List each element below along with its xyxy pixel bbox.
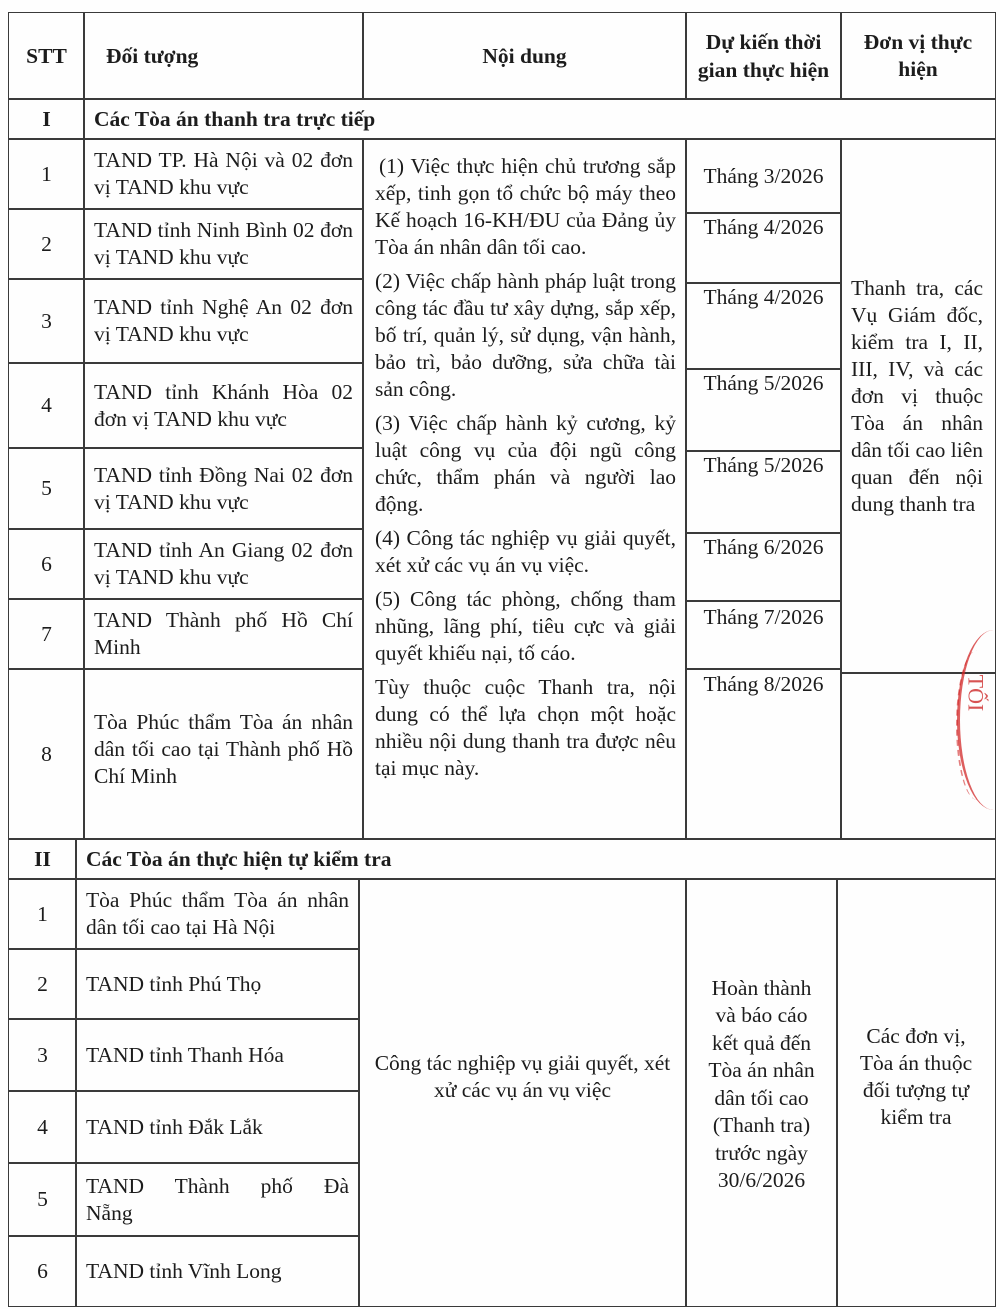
s1-row-4-stt (8, 362, 85, 449)
section-1-roman (8, 98, 85, 140)
stt-value: 1 (41, 161, 52, 186)
stt-value: 2 (41, 231, 52, 256)
section-2-title-label: Các Tòa án thực hiện tự kiểm tra (86, 846, 392, 871)
stt-value: 6 (41, 551, 52, 576)
doi-tuong-value: TAND tỉnh Đồng Nai 02 đơn vị TAND khu vực (94, 462, 353, 514)
noi-dung-item-1: (1) Việc thực hiện chủ trương sắp xếp, tinh gọn tổ chức bộ máy theo Kế hoạch 16-KH/ĐU của Đảng ủy Tòa án nhân dân tối cao. (375, 154, 676, 259)
s1-row-3-doi-tuong (83, 278, 364, 364)
noi-dung-item-2: (2) Việc chấp hành pháp luật trong công tác đầu tư xây dựng, sắp xếp, bố trí, quản lý, sử dụng, vận hành, bảo trì, bảo dưỡng, sửa chữa tài sản công. (375, 269, 676, 401)
s1-row-5-doi-tuong (83, 447, 364, 530)
s2-row-2-doi-tuong (75, 948, 360, 1020)
section-1-title-label: Các Tòa án thanh tra trực tiếp (94, 106, 376, 131)
stt-value: 3 (41, 308, 52, 333)
s1-time-8 (685, 668, 842, 840)
stt-value: 5 (37, 1187, 48, 1211)
s2-row-1-doi-tuong (75, 878, 360, 950)
s1-row-8-stt (8, 668, 85, 840)
doi-tuong-value: Tòa Phúc thẩm Tòa án nhân dân tối cao tại Hà Nội (86, 888, 349, 939)
stt-value: 5 (41, 476, 52, 500)
s1-row-6-doi-tuong (83, 528, 364, 600)
thoi-gian-value: Tháng 4/2026 (703, 215, 824, 239)
section-1-title (83, 98, 996, 140)
s1-noi-dung (362, 138, 687, 840)
section-2-roman (8, 838, 77, 880)
s2-row-6-doi-tuong (75, 1235, 360, 1307)
s1-time-2 (685, 212, 842, 284)
noi-dung-value: Công tác nghiệp vụ giải quyết, xét xử các vụ án vụ việc (374, 1050, 671, 1102)
header-thoi-gian-label: Dự kiến thời gian thực hiện (697, 30, 830, 82)
doi-tuong-value: TAND tỉnh Thanh Hóa (86, 1042, 284, 1067)
noi-dung-item-3: (3) Việc chấp hành kỷ cương, kỷ luật công vụ của đội ngũ công chức, thẩm phán và người lao động. (375, 411, 676, 516)
doi-tuong-value: TAND tỉnh An Giang 02 đơn vị TAND khu vực (94, 538, 353, 589)
doi-tuong-value: TAND tỉnh Phú Thọ (86, 971, 262, 996)
s2-row-5-doi-tuong (75, 1162, 360, 1237)
stt-value: 1 (37, 901, 48, 926)
header-stt (8, 12, 85, 100)
doi-tuong-value: TAND TP. Hà Nội và 02 đơn vị TAND khu vực (94, 148, 353, 199)
thoi-gian-value: Tháng 8/2026 (703, 672, 824, 696)
red-seal-inner-ring (956, 650, 998, 800)
s1-row-6-stt (8, 528, 85, 600)
header-doi-tuong (83, 12, 364, 100)
s1-time-5 (685, 450, 842, 534)
section-1-roman-label: I (42, 106, 51, 131)
header-stt-label: STT (26, 43, 67, 68)
s1-time-1 (685, 138, 842, 214)
red-seal-text: TỐI (963, 674, 989, 712)
s2-row-3-stt (8, 1018, 77, 1092)
thoi-gian-value: Tháng 5/2026 (703, 453, 824, 477)
s2-row-5-stt (8, 1162, 77, 1237)
s1-noi-dung-content (375, 153, 676, 789)
stt-value: 2 (37, 971, 48, 996)
s1-row-2-doi-tuong (83, 208, 364, 280)
stt-value: 7 (41, 621, 52, 646)
thoi-gian-value: Tháng 6/2026 (703, 535, 824, 559)
header-thoi-gian (685, 12, 842, 100)
s1-row-3-stt (8, 278, 85, 364)
thoi-gian-value: Tháng 7/2026 (703, 605, 824, 629)
header-noi-dung (362, 12, 687, 100)
noi-dung-item-5: (5) Công tác phòng, chống tham nhũng, lãng phí, tiêu cực và giải quyết khiếu nại, tố cáo. (375, 587, 676, 665)
s1-row-5-stt (8, 447, 85, 530)
stt-value: 3 (37, 1042, 48, 1067)
don-vi-value: Thanh tra, các Vụ Giám đốc, kiểm tra I, II, III, IV, và các đơn vị thuộc Tòa án nhân dân tối cao liên quan đến nội dung thanh tra (851, 276, 983, 516)
doi-tuong-value: TAND tỉnh Khánh Hòa 02 đơn vị TAND khu vực (94, 379, 353, 431)
header-noi-dung-label: Nội dung (482, 43, 567, 68)
s1-time-4 (685, 368, 842, 452)
s1-row-4-doi-tuong (83, 362, 364, 449)
s2-row-4-stt (8, 1090, 77, 1164)
stt-value: 8 (41, 741, 52, 766)
don-vi-value: Các đơn vị, Tòa án thuộc đối tượng tự kiểm tra (859, 1023, 973, 1129)
s2-row-6-stt (8, 1235, 77, 1307)
s1-row-1-stt (8, 138, 85, 210)
header-don-vi (840, 12, 996, 100)
section-2-title (75, 838, 996, 880)
s2-noi-dung (358, 878, 687, 1307)
s1-row-7-doi-tuong (83, 598, 364, 670)
doi-tuong-value: TAND tỉnh Ninh Bình 02 đơn vị TAND khu vực (94, 218, 353, 269)
s1-time-3 (685, 282, 842, 370)
doi-tuong-value: TAND Thành phố Đà Nẵng (86, 1173, 349, 1225)
thoi-gian-value: Tháng 3/2026 (703, 164, 824, 188)
doi-tuong-value: TAND tỉnh Đắk Lắk (86, 1114, 263, 1139)
section-2-roman-label: II (34, 846, 51, 871)
thoi-gian-value: Tháng 5/2026 (703, 371, 824, 395)
s1-time-7 (685, 600, 842, 670)
s1-row-8-doi-tuong (83, 668, 364, 840)
s2-row-3-doi-tuong (75, 1018, 360, 1092)
s1-row-7-stt (8, 598, 85, 670)
header-don-vi-label: Đơn vị thực hiện (863, 30, 973, 81)
noi-dung-item-4: (4) Công tác nghiệp vụ giải quyết, xét xử các vụ án vụ việc. (375, 526, 676, 577)
s1-don-vi (840, 138, 996, 674)
s2-row-4-doi-tuong (75, 1090, 360, 1164)
doi-tuong-value: Tòa Phúc thẩm Tòa án nhân dân tối cao tại Thành phố Hồ Chí Minh (94, 709, 353, 788)
doi-tuong-value: TAND Thành phố Hồ Chí Minh (94, 608, 353, 659)
s2-don-vi (836, 878, 996, 1307)
stt-value: 4 (37, 1114, 48, 1139)
thoi-gian-value: Tháng 4/2026 (703, 285, 824, 309)
s1-row-1-doi-tuong (83, 138, 364, 210)
stt-value: 6 (37, 1258, 48, 1283)
noi-dung-note: Tùy thuộc cuộc Thanh tra, nội dung có thể lựa chọn một hoặc nhiều nội dung thanh tra được nêu tại mục này. (375, 675, 676, 780)
thoi-gian-value: Hoàn thành và báo cáo kết quả đến Tòa án nhân dân tối cao (Thanh tra) trước ngày 30/6/2026 (708, 975, 815, 1192)
s1-time-6 (685, 532, 842, 602)
doi-tuong-value: TAND tỉnh Nghệ An 02 đơn vị TAND khu vực (94, 295, 353, 346)
s1-row-2-stt (8, 208, 85, 280)
doi-tuong-value: TAND tỉnh Vĩnh Long (86, 1258, 282, 1283)
s2-row-2-stt (8, 948, 77, 1020)
header-doi-tuong-label: Đối tượng (106, 43, 199, 68)
s2-row-1-stt (8, 878, 77, 950)
s2-thoi-gian (685, 878, 838, 1307)
stt-value: 4 (41, 393, 52, 417)
